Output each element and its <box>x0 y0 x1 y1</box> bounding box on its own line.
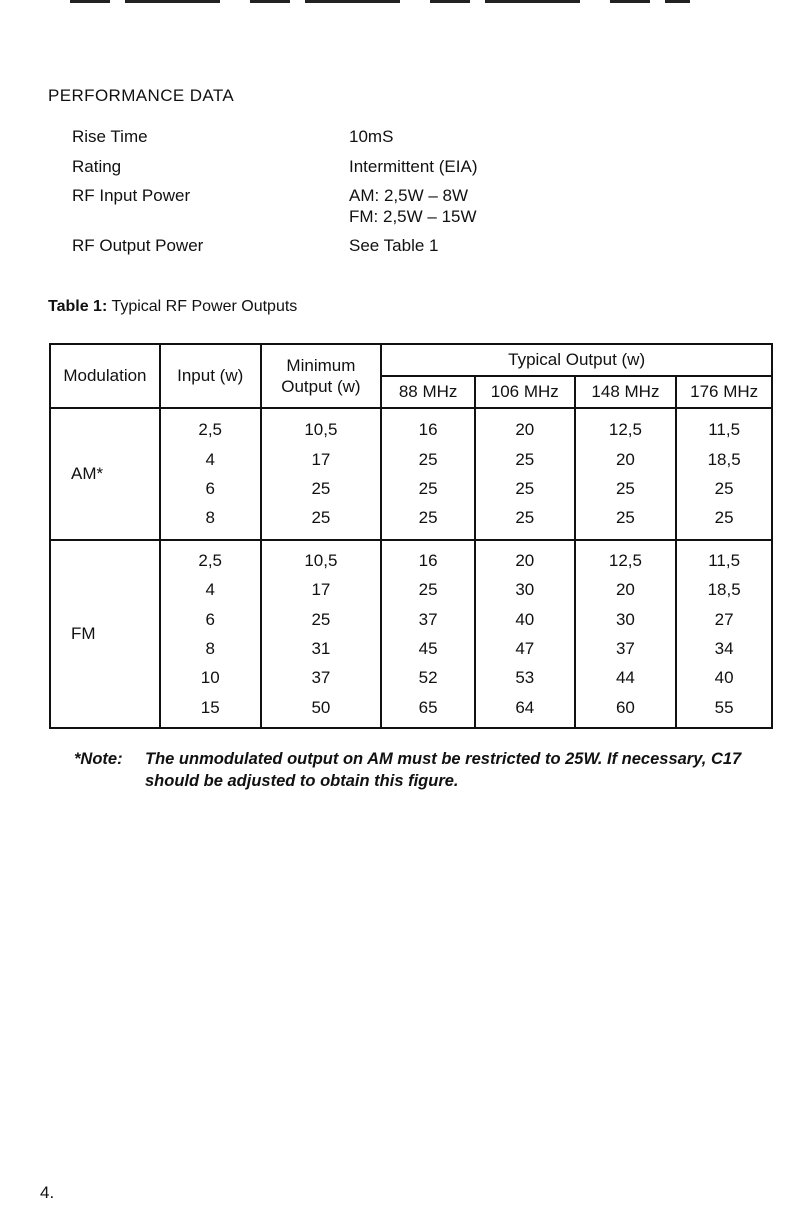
value-stack <box>476 415 574 532</box>
table-cell-value: 50 <box>311 697 331 717</box>
table-cell-value: 37 <box>418 609 438 629</box>
am-minimum-col <box>261 408 382 540</box>
table-cell-value: 18,5 <box>707 449 741 469</box>
table-cell-value: 4 <box>205 449 215 469</box>
table-caption-prefix: Table 1: <box>48 298 108 315</box>
table-cell-value: 34 <box>714 639 734 658</box>
value-stack <box>576 546 676 722</box>
table-cell-value: 25 <box>515 449 535 469</box>
spec-value: See Table 1 <box>349 236 439 255</box>
table-cell-value: 16 <box>418 551 438 571</box>
table-cell-value: 25 <box>515 508 535 528</box>
table-cell-value: 10,5 <box>304 551 338 571</box>
header-freq-106: 106 MHz <box>475 376 575 408</box>
header-freq-176: 176 MHz <box>676 376 772 408</box>
header-modulation: Modulation <box>50 344 160 408</box>
table-cell-value: 8 <box>205 639 215 658</box>
am-106-col <box>475 408 575 540</box>
fm-88-col <box>381 540 475 728</box>
spec-label: RF Output Power <box>72 236 204 255</box>
section-title: PERFORMANCE DATA <box>48 86 235 105</box>
table-cell-value: 18,5 <box>707 580 741 600</box>
spec-value: 10mS <box>349 127 394 146</box>
table-cell-value: 27 <box>714 609 734 629</box>
fm-input-col <box>160 540 261 728</box>
value-stack <box>262 415 381 532</box>
table-cell-value: 12,5 <box>608 420 642 440</box>
table-cell-value: 40 <box>714 668 734 688</box>
spec-label: RF Input Power <box>72 186 191 205</box>
header-input: Input (w) <box>160 344 261 408</box>
table-cell-value: 20 <box>615 449 635 469</box>
header-minimum-line1: Minimum <box>286 356 356 375</box>
modulation-fm: FM <box>50 540 160 728</box>
table-cell-value: 30 <box>515 580 535 600</box>
table-cell-value: 64 <box>515 697 535 717</box>
spec-value: AM: 2,5W – 8W <box>349 186 469 205</box>
table-cell-value: 25 <box>714 508 734 528</box>
table-cell-value: 25 <box>615 479 635 498</box>
fm-148-col <box>575 540 677 728</box>
header-minimum-line2: Output (w) <box>281 377 361 396</box>
table-cell-value: 25 <box>418 580 438 600</box>
table-cell-value: 30 <box>615 609 635 629</box>
spec-value: Intermittent (EIA) <box>349 157 478 176</box>
am-input-col <box>160 408 261 540</box>
table-cell-value: 55 <box>714 697 734 717</box>
table-cell-value: 52 <box>418 668 438 688</box>
table-cell-value: 20 <box>615 580 635 600</box>
am-176-col <box>676 408 772 540</box>
table-cell-value: 16 <box>418 420 438 440</box>
table-cell-value: 31 <box>311 639 331 658</box>
value-stack <box>382 415 474 532</box>
table-cell-value: 37 <box>311 668 331 688</box>
table-cell-value: 25 <box>615 508 635 528</box>
spec-label: Rise Time <box>72 127 148 146</box>
table-cell-value: 6 <box>205 479 215 498</box>
fm-106-col <box>475 540 575 728</box>
table-cell-value: 25 <box>311 508 331 528</box>
table-cell-value: 20 <box>515 551 535 571</box>
table-cell-value: 25 <box>418 479 438 498</box>
fm-minimum-col <box>261 540 382 728</box>
rf-power-table <box>49 343 773 729</box>
spec-value: FM: 2,5W – 15W <box>349 207 477 226</box>
table-cell-value: 17 <box>311 449 331 469</box>
table-caption <box>48 298 297 316</box>
table-cell-value: 65 <box>418 697 438 717</box>
header-freq-148: 148 MHz <box>575 376 677 408</box>
spec-label: Rating <box>72 157 122 176</box>
value-stack <box>476 546 574 722</box>
table-cell-value: 12,5 <box>608 551 642 571</box>
table-cell-value: 47 <box>515 639 535 658</box>
header-typical-output: Typical Output (w) <box>381 344 772 376</box>
value-stack <box>576 415 676 532</box>
table-cell-value: 25 <box>311 609 331 629</box>
page-number: 4. <box>40 1183 55 1202</box>
table-cell-value: 25 <box>418 508 438 528</box>
table-cell-value: 17 <box>311 580 331 600</box>
table-cell-value: 25 <box>311 479 331 498</box>
value-stack <box>382 546 474 722</box>
table-cell-value: 45 <box>418 639 438 658</box>
table-cell-value: 10 <box>200 668 220 688</box>
table-cell-value: 11,5 <box>708 420 741 440</box>
table-cell-value: 20 <box>515 420 535 440</box>
modulation-am: AM* <box>50 408 160 540</box>
table-cell-value: 2,5 <box>198 551 223 571</box>
table-cell-value: 44 <box>615 668 635 688</box>
table-cell-value: 25 <box>418 449 438 469</box>
value-stack <box>677 415 771 532</box>
table-cell-value: 25 <box>515 479 535 498</box>
table-cell-value: 25 <box>714 479 734 498</box>
value-stack <box>161 546 260 722</box>
footnote-text: The unmodulated output on AM must be restricted to 25W. If necessary, C17 should be adjusted to obtain this figure. <box>145 750 742 790</box>
value-stack <box>677 546 771 722</box>
table-cell-value: 2,5 <box>198 420 223 440</box>
header-freq-88: 88 MHz <box>381 376 475 408</box>
header-minimum-output <box>261 344 382 408</box>
table-cell-value: 6 <box>205 609 215 629</box>
table-cell-value: 53 <box>515 668 535 688</box>
am-148-col <box>575 408 677 540</box>
table-cell-value: 60 <box>615 697 635 717</box>
am-block <box>50 408 772 540</box>
table-caption-text: Typical RF Power Outputs <box>111 298 298 315</box>
footnote-label: *Note: <box>74 750 123 768</box>
value-stack <box>262 546 381 722</box>
am-88-col <box>381 408 475 540</box>
table-cell-value: 37 <box>615 639 635 658</box>
table-cell-value: 10,5 <box>304 420 338 440</box>
table-cell-value: 15 <box>200 697 220 717</box>
top-rule <box>70 0 690 3</box>
table-cell-value: 4 <box>205 580 215 600</box>
table-cell-value: 11,5 <box>708 551 741 571</box>
table-cell-value: 8 <box>205 508 215 528</box>
fm-176-col <box>676 540 772 728</box>
table-cell-value: 40 <box>515 609 535 629</box>
value-stack <box>161 415 260 532</box>
fm-block <box>50 540 772 728</box>
